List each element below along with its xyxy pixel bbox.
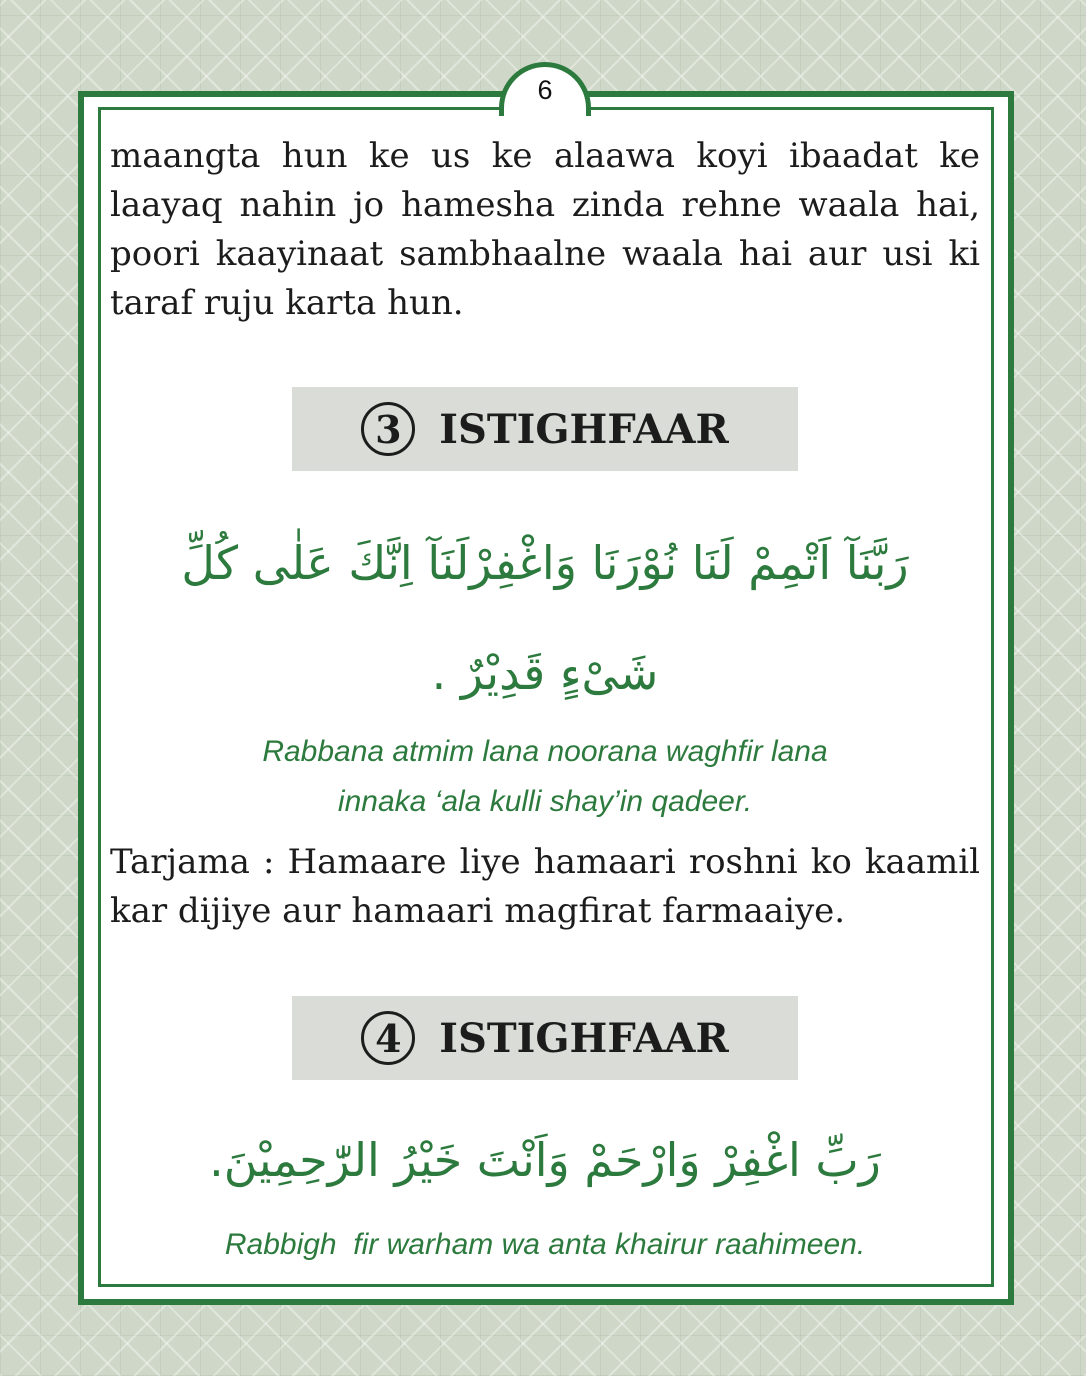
section-4-arabic-line-1: رَبِّ اغْفِرْ وَارْحَمْ وَاَنْتَ خَيْرُ الرّٰحِمِیْنَ. (209, 1133, 881, 1187)
section-3-translit-line-1: Rabbana atmim lana noorana waghfir lana (262, 735, 828, 768)
section-3-translation (110, 838, 980, 936)
section-3-arabic-line-2: شَیْءٍ قَدِیْرٌ . (431, 646, 659, 700)
section-3-arabic (110, 508, 980, 728)
page-number: 6 (537, 75, 553, 105)
page-number-tab (499, 62, 591, 116)
section-3-arabic-line-1: رَبَّنَآ اَتْمِمْ لَنَا نُوْرَنَا وَاغْفِرْلَنَآ اِنَّكَ عَلٰى كُلِّ (181, 536, 909, 590)
intro-line-2: laayaq nahin jo hamesha zinda rehne waala hai, (110, 185, 980, 225)
section-4-translit-line-1: Rabbigh fir warham wa anta khairur raahimeen. (224, 1228, 866, 1261)
section-3-heading (292, 387, 798, 471)
section-3-transliteration (110, 727, 980, 827)
section-3-translation-line-1: Tarjama : Hamaare liye hamaari roshni ko kaamil (110, 842, 980, 882)
section-3-title: ISTIGHFAAR (439, 405, 729, 453)
intro-line-4: taraf ruju karta hun. (110, 283, 464, 323)
section-4-number: 4 (361, 1011, 415, 1065)
section-4-arabic (110, 1110, 980, 1210)
intro-line-3: poori kaayinaat sambhaalne waala hai aur usi ki (110, 234, 980, 274)
section-3-number: 3 (361, 402, 415, 456)
intro-line-1: maangta hun ke us ke alaawa koyi ibaadat ke (110, 136, 980, 176)
intro-paragraph (110, 132, 980, 328)
section-4-heading (292, 996, 798, 1080)
section-4-transliteration (110, 1220, 980, 1270)
section-3-translation-line-2: kar dijiye aur hamaari magfirat farmaaiye. (110, 891, 846, 931)
section-3-translit-line-2: innaka ‘ala kulli shay’in qadeer. (337, 785, 753, 818)
section-4-title: ISTIGHFAAR (439, 1014, 729, 1062)
